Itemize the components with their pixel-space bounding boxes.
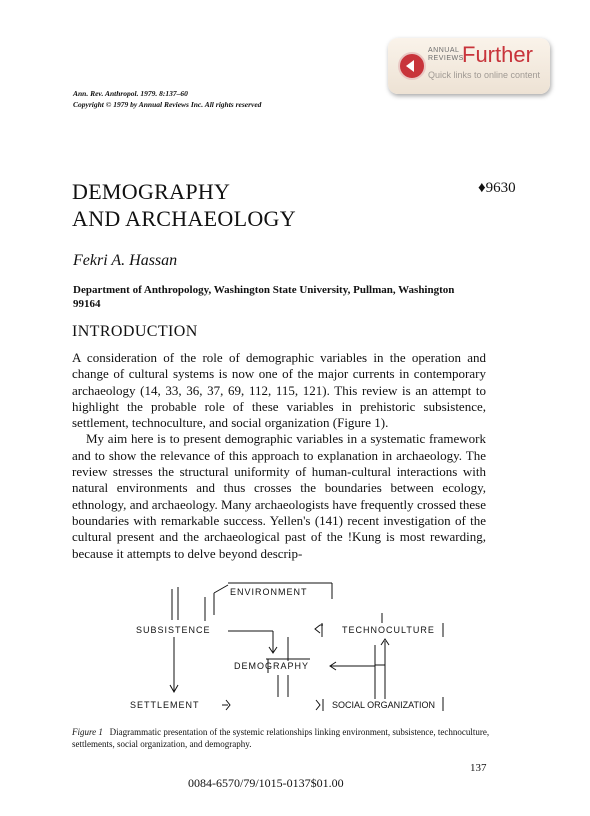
diagram-environment: ENVIRONMENT [230, 587, 308, 597]
further-badge[interactable] [388, 38, 550, 94]
diagram-technoculture: TECHNOCULTURE [342, 625, 435, 635]
price-line: 0084-6570/79/1015-0137$01.00 [188, 776, 344, 790]
badge-annual-reviews: ANNUAL REVIEWS [428, 47, 464, 62]
body-text [72, 350, 486, 562]
diagram-subsistence: SUBSISTENCE [136, 625, 211, 635]
author-name: Fekri A. Hassan [73, 252, 178, 269]
title-line-1: DEMOGRAPHY [72, 179, 231, 204]
figure-label: Figure 1 [72, 727, 103, 737]
diagram-settlement: SETTLEMENT [130, 700, 200, 710]
paragraph-2: My aim here is to present demographic variables in a systematic framework and to show the relevance of this approach to explanation in archaeology. The review stresses the structural uniformity of human-cultural interactions with natural environments and thus crosses the boundaries between ecology, ethnology, and archaeology. Many archaeologists have frequently crossed these boundaries with remarkable success. Yellen's (141) recent investigation of the cultural present and the archaeological past of the !Kung is most rewarding, because it attempts to delve beyond descrip- [72, 431, 486, 561]
badge-further: Further [462, 42, 533, 67]
article-title [72, 178, 296, 232]
figure-caption-text: Diagrammatic presentation of the systemic relationships linking environment, subsistence, technoculture, settlements, social organization, and demography. [72, 727, 490, 749]
citation-journal: Ann. Rev. Anthropol. 1979. 8:137–60 [73, 89, 188, 98]
badge-quick-links: Quick links to online content [428, 70, 541, 80]
paragraph-1: A consideration of the role of demographic variables in the operation and change of cultural systems is now one of the major currents in contemporary archaeology (14, 33, 36, 37, 69, 112, 115, 121). This review is an attempt to highlight the probable role of these variables in prehistoric subsistence, settlement, technoculture, and social organization (Figure 1). [72, 350, 486, 431]
figure-1-diagram [110, 575, 490, 715]
citation-copyright: Copyright © 1979 by Annual Reviews Inc. All rights reserved [73, 100, 262, 109]
section-heading: INTRODUCTION [72, 323, 198, 340]
figure-caption [72, 726, 492, 750]
diagram-demography: DEMOGRAPHY [234, 661, 310, 671]
title-line-2: AND ARCHAEOLOGY [72, 206, 296, 231]
page-number: 137 [470, 762, 487, 774]
article-code: ♦9630 [478, 180, 516, 196]
play-arrow-icon [398, 52, 426, 80]
author-affiliation: Department of Anthropology, Washington State University, Pullman, Washington 99164 [73, 284, 455, 310]
diagram-social-organization: SOCIAL ORGANIZATION [332, 700, 436, 710]
